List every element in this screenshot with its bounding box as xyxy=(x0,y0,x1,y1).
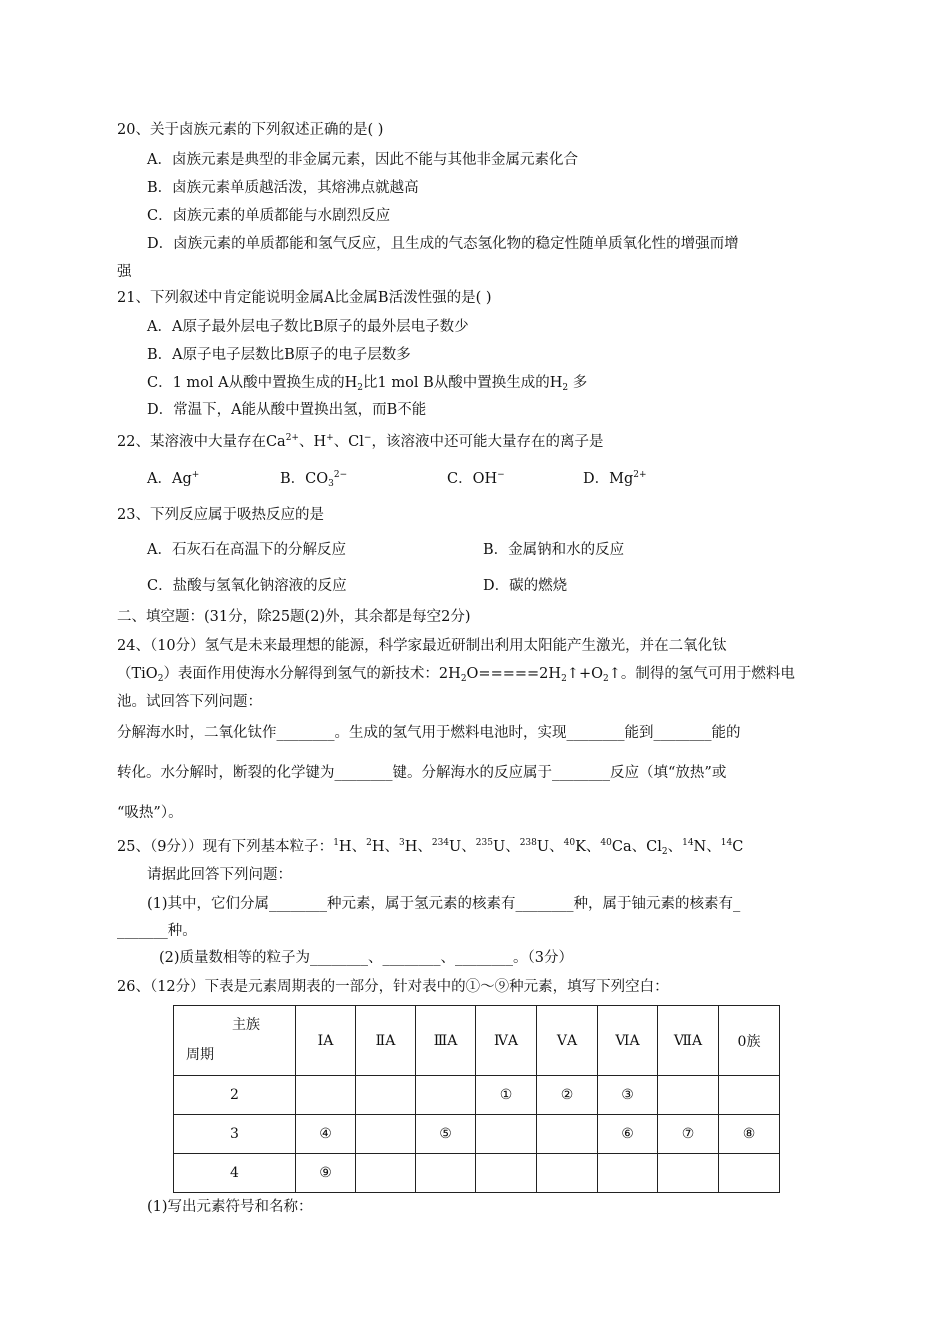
table-row xyxy=(174,1154,780,1193)
q21-option-d: D．常温下，A能从酸中置换出氢，而B不能 xyxy=(147,402,427,418)
q26-sub1: (1)写出元素符号和名称： xyxy=(147,1199,313,1215)
table-cell: ⑤ xyxy=(416,1115,476,1154)
q20-stem: 20、关于卤族元素的下列叙述正确的是( ) xyxy=(117,122,384,138)
corner-period-label: 周期 xyxy=(186,1047,214,1063)
table-cell: ⑥ xyxy=(598,1115,658,1154)
period-cell: 3 xyxy=(174,1115,296,1154)
table-cell: ⑦ xyxy=(658,1115,719,1154)
table-cell xyxy=(476,1115,537,1154)
table-row xyxy=(174,1115,780,1154)
q21-option-a: A．A原子最外层电子数比B原子的最外层电子数少 xyxy=(147,319,469,335)
q21-option-c: C．1 mol A从酸中置换生成的$H_2$比1 mol B从酸中置换生成的$H_2$ 多 xyxy=(147,375,588,393)
table-cell xyxy=(537,1115,598,1154)
q20-option-a: A．卤族元素是典型的非金属元素，因此不能与其他非金属元素化合 xyxy=(147,152,578,168)
q23-option-c: C．盐酸与氢氧化钠溶液的反应 xyxy=(147,578,347,594)
table-cell xyxy=(598,1154,658,1193)
table-cell xyxy=(658,1154,719,1193)
q23-option-d: D．碳的燃烧 xyxy=(483,578,568,594)
q26-stem: 26、（12分）下表是元素周期表的一部分，针对表中的①～⑨种元素，填写下列空白： xyxy=(117,979,669,995)
q24-line1: 24、（10分）氢气是未来最理想的能源，科学家最近研制出利用太阳能产生激光，并在二氧化钛 xyxy=(117,638,727,654)
period-cell: 4 xyxy=(174,1154,296,1193)
q22-option-b: B．$CO_3^{2-}$ xyxy=(280,470,348,489)
header-cell: ⅤA xyxy=(537,1006,598,1076)
table-header-row xyxy=(174,1006,780,1076)
periodic-table xyxy=(173,1005,780,1193)
period-cell: 2 xyxy=(174,1076,296,1115)
table-cell xyxy=(356,1076,416,1115)
table-cell xyxy=(719,1154,780,1193)
table-cell: ② xyxy=(537,1076,598,1115)
q24-line3: 池。试回答下列问题： xyxy=(117,694,262,710)
table-cell xyxy=(476,1154,537,1193)
table-cell: ⑨ xyxy=(296,1154,356,1193)
q25-sub1-cont: _______种。 xyxy=(117,923,197,939)
header-cell: ⅢA xyxy=(416,1006,476,1076)
q25-sub1: (1)其中，它们分属________种元素，属于氢元素的核素有________种，属于铀元素的核素有_ xyxy=(147,896,741,912)
q25-stem: 25、（9分））现有下列基本粒子：$^1$H、$^2$H、$^3$H、$^{234}$U、$^{235}$U、$^{238}$U、$^{40}$K、$^{40}$Ca、$Cl_2$、$^{14}$N、$^{14}$C xyxy=(117,838,744,857)
corner-group-label: 主族 xyxy=(232,1017,260,1033)
q23-option-a: A．石灰石在高温下的分解反应 xyxy=(147,542,346,558)
q24-line2: （TiO$_2$）表面作用使海水分解得到氢气的新技术：$2H_2O=====2H_2↑+O_2↑$。制得的氢气可用于燃料电 xyxy=(117,666,795,684)
q22-option-d: D．$Mg^{2+}$ xyxy=(583,470,647,487)
q21-option-b: B．A原子电子层数比B原子的电子层数多 xyxy=(147,347,411,363)
header-cell: ⅣA xyxy=(476,1006,537,1076)
table-cell xyxy=(296,1076,356,1115)
q25-sub2: (2)质量数相等的粒子为________、________、________。（3分） xyxy=(159,950,574,966)
q23-option-b: B．金属钠和水的反应 xyxy=(483,542,625,558)
table-corner xyxy=(174,1006,296,1076)
q20-option-d: D．卤族元素的单质都能和氢气反应，且生成的气态氢化物的稳定性随单质氧化性的增强而增 xyxy=(147,236,739,252)
table-cell xyxy=(416,1154,476,1193)
q24-line4: 分解海水时，二氧化钛作________。生成的氢气用于燃料电池时，实现________能到________能的 xyxy=(117,725,741,741)
section-heading: 二、填空题：(31分，除25题(2)外，其余都是每空2分) xyxy=(117,609,471,625)
table-row xyxy=(174,1076,780,1115)
q20-option-b: B．卤族元素单质越活泼，其熔沸点就越高 xyxy=(147,180,419,196)
header-cell: ⅡA xyxy=(356,1006,416,1076)
table-cell xyxy=(537,1154,598,1193)
table-cell xyxy=(658,1076,719,1115)
q24-line6: “吸热”）。 xyxy=(117,805,183,821)
q22-option-a: A．Ag+ xyxy=(147,470,200,487)
table-cell xyxy=(416,1076,476,1115)
q23-stem: 23、下列反应属于吸热反应的是 xyxy=(117,507,324,523)
table-cell: ③ xyxy=(598,1076,658,1115)
q21-stem: 21、下列叙述中肯定能说明金属A比金属B活泼性强的是( ) xyxy=(117,290,492,306)
table-cell: ① xyxy=(476,1076,537,1115)
table-cell xyxy=(356,1154,416,1193)
header-cell: ⅠA xyxy=(296,1006,356,1076)
q25-ask: 请据此回答下列问题： xyxy=(147,867,292,883)
table-cell: ④ xyxy=(296,1115,356,1154)
q22-option-c: C．OH− xyxy=(447,470,505,487)
table-cell: ⑧ xyxy=(719,1115,780,1154)
q22-stem: 22、某溶液中大量存在$Ca^{2+}$、H+、Cl−，该溶液中还可能大量存在的离子是 xyxy=(117,433,604,450)
q24-line5: 转化。水分解时，断裂的化学键为________键。分解海水的反应属于________反应（填“放热”或 xyxy=(117,765,727,781)
q20-option-d-cont: 强 xyxy=(117,264,132,280)
header-cell: 0族 xyxy=(719,1006,780,1076)
table-cell xyxy=(719,1076,780,1115)
table-cell xyxy=(356,1115,416,1154)
header-cell: ⅥA xyxy=(598,1006,658,1076)
q20-option-c: C．卤族元素的单质都能与水剧烈反应 xyxy=(147,208,391,224)
header-cell: ⅦA xyxy=(658,1006,719,1076)
